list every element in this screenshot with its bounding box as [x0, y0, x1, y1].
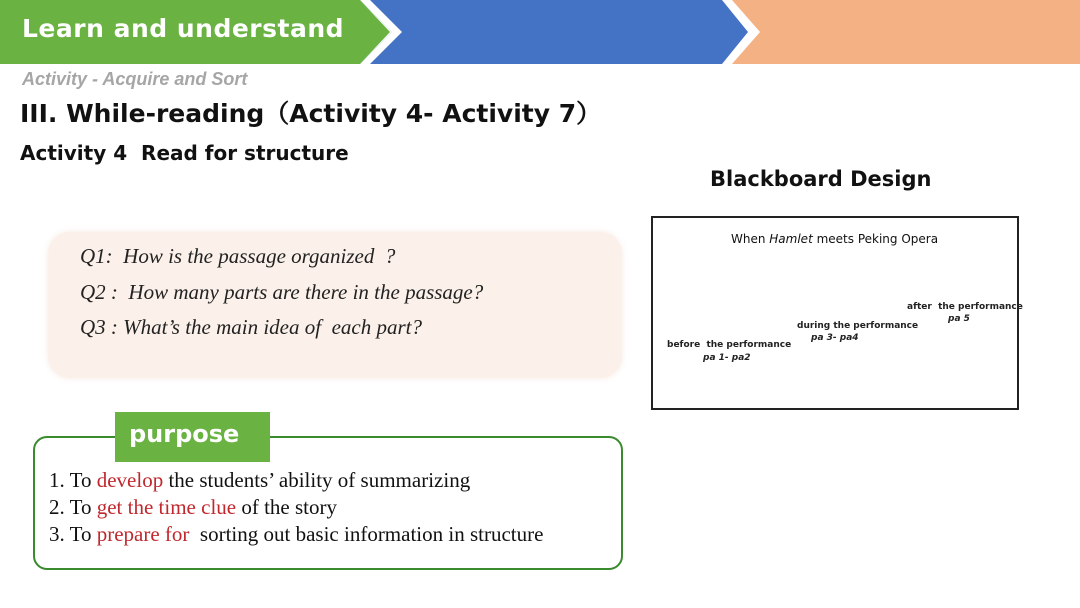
activity-title: Activity 4 Read for structure: [20, 141, 349, 165]
blackboard-heading-italic: Hamlet: [769, 232, 813, 246]
page-heading: III. While-reading（Activity 4- Activity 7）: [20, 99, 602, 128]
blackboard-heading-post: meets Peking Opera: [812, 232, 939, 246]
purpose-item-2: [49, 495, 337, 520]
after-label: after the performance: [907, 302, 1023, 312]
blackboard-heading: [731, 232, 938, 246]
purpose-item-highlight: get the time clue: [96, 495, 237, 519]
after-paras: pa 5: [948, 314, 970, 324]
purpose-tag: purpose: [115, 412, 270, 462]
blackboard-title: Blackboard Design: [710, 167, 932, 191]
banner-title: Learn and understand: [22, 14, 345, 43]
purpose-item-text: the students’ ability of summarizing: [163, 468, 471, 492]
purpose-item-highlight: prepare for: [96, 522, 190, 546]
during-paras: pa 3- pa4: [811, 333, 859, 343]
purpose-item-number: 1. To: [49, 468, 97, 492]
purpose-item-text: sorting out basic information in structure: [189, 522, 544, 546]
questions-box: [48, 232, 622, 378]
before-label: before the performance: [667, 340, 792, 350]
before-paras: pa 1- pa2: [703, 353, 751, 363]
blackboard-panel: [651, 216, 1023, 410]
purpose-item-3: [49, 522, 543, 547]
purpose-item-text: of the story: [236, 495, 338, 519]
purpose-item-number: 2. To: [49, 495, 97, 519]
during-label: during the performance: [797, 321, 919, 331]
section-banner: [0, 0, 1080, 64]
activity-subtitle: Activity - Acquire and Sort: [22, 69, 248, 89]
purpose-item-1: [49, 468, 470, 493]
question-1: Q1: How is the passage organized ?: [80, 244, 396, 268]
purpose-item-highlight: develop: [96, 468, 164, 492]
banner-peach-segment: [720, 0, 1080, 64]
question-3: Q3 : What’s the main idea of each part?: [80, 315, 422, 339]
question-2: Q2 : How many parts are there in the passage?: [80, 280, 484, 304]
blackboard-heading-pre: When: [731, 232, 770, 246]
purpose-item-number: 3. To: [49, 522, 97, 546]
banner-blue-segment: [360, 0, 748, 64]
